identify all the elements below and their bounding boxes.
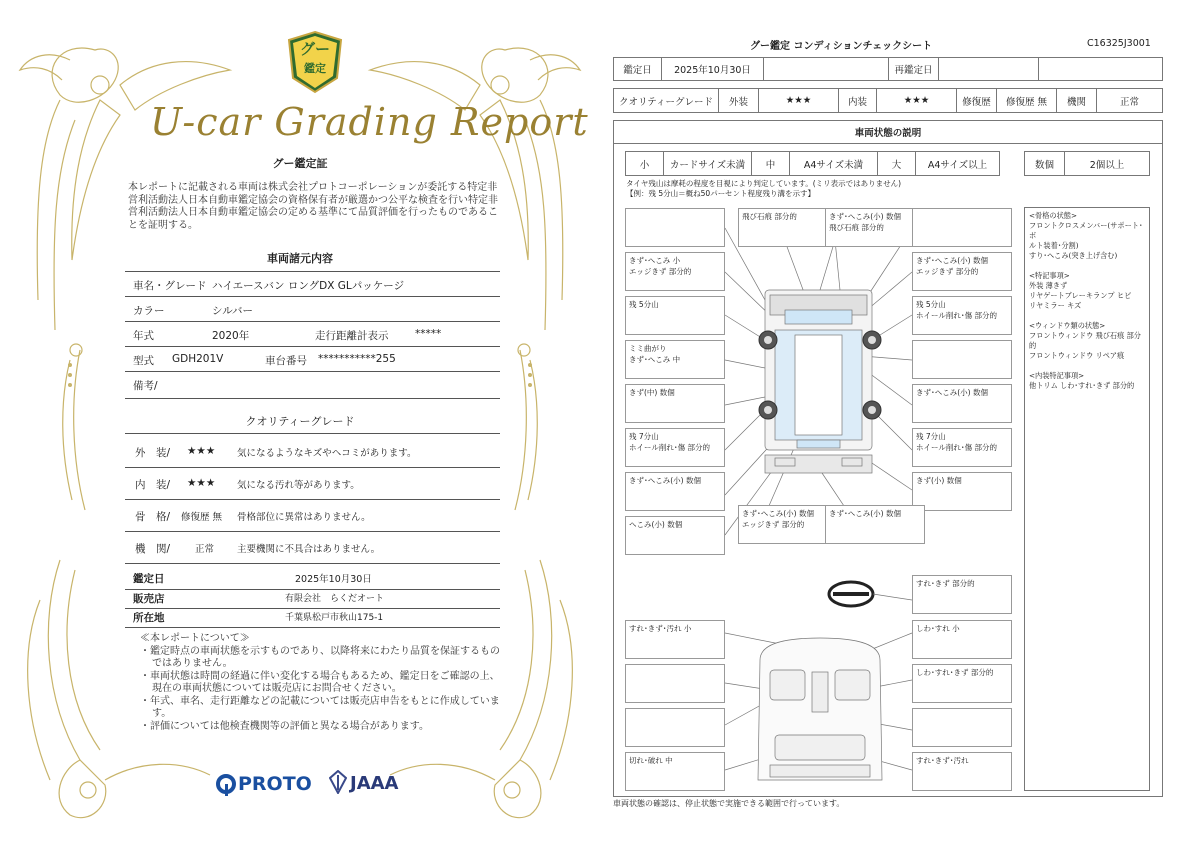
shop-value: 有限会社 らくだオート [285,594,385,604]
note-item: ・車両状態は時間の経過に伴い変化する場合もあるため、鑑定日をご確認の上、現在の車両状態については販売店にお問合せください。 [140,670,500,694]
ext-box-7 [625,296,725,335]
int-box-text: 切れ･破れ 中 [629,756,673,765]
badge-bottom-text: 鑑定 [304,62,326,75]
jaaa-logo-icon [329,770,347,794]
model-value: GDH201V [172,353,224,365]
spec-divider [125,270,500,272]
side-note-line: <ウィンドウ類の状態> [1029,321,1106,330]
ext-box-14 [912,428,1012,467]
ext-box-2 [738,208,838,247]
date-label: 鑑定日 [614,58,662,80]
size-legend [625,151,1000,176]
date-value: 2025年10月30日 [295,574,372,585]
size-mid: 中 [752,152,790,175]
ext-box-text: 飛び石痕 部分的 [742,212,797,221]
script-title: U-car Grading Report [150,100,589,144]
side-note-line: <特記事項> [1029,271,1070,280]
note-item: ・鑑定時点の車両状態を示すものであり、以降将来にわたり品質を保証するものではありません。 [140,645,500,669]
report-notes [140,633,500,733]
mileage-value: ***** [415,328,442,340]
chassis-value: ***********255 [318,353,396,365]
frame-value: 修復歴 無 [181,512,223,523]
sheet-code: C16325J3001 [1087,38,1151,49]
count-desc: 2個以上 [1089,159,1125,171]
year-value: 2020年 [212,330,250,342]
quality-row-engine [125,541,500,564]
ext-box-text: ミミ曲がり [629,344,667,353]
size-small-desc: カードサイズ未満 [664,152,752,175]
notes-title: ≪本レポートについて≫ [140,633,250,644]
side-note-line: リヤゲートブレーキランプ ヒビ [1029,291,1132,300]
ext-box-3 [825,208,925,247]
certificate-intro: 本レポートに記載される車両は株式会社プロトコーポレーションが委託する特定非営利活動法人日本自動車鑑定協会の資格保有者が厳選かつ公平な検査を行い特定非営利活動法人日本自動車鑑定協会の定める基準にて品質評価を行ったものであることを証明する。 [128,182,498,231]
address-label: 所在地 [133,612,165,624]
int-box-6 [625,708,725,747]
certificate-heading: グー鑑定証 [272,157,328,170]
size-large: 大 [878,152,916,175]
ext-value: ★★★ [759,89,839,112]
tire-note-2: 【例：残 5分山＝概ね50パーセント程度残り溝を示す】 [626,189,816,198]
count-legend [1024,151,1150,176]
side-note-line [1029,361,1145,371]
side-note-line: <内装特記事項> [1029,371,1085,380]
spec-row-color [125,303,500,322]
quality-row-interior [125,477,500,500]
jaaa-logo-text: JAAA [350,773,399,794]
size-mid-desc: A4サイズ未満 [790,152,878,175]
ext-box-text: きず･へこみ(小) 数個 [916,256,988,265]
side-note-line: フロントクロスメンバー(サポート･ボ [1029,221,1143,240]
ext-box-19 [825,505,925,544]
side-note-line: 外装 薄きず [1029,281,1068,290]
explain-heading: 車両状態の説明 [613,120,1163,144]
ext-box-text: エッジきず 部分的 [742,520,805,529]
quality-label: クオリティーグレード [614,89,719,112]
ext-box-5 [625,252,725,291]
ext-box-text: 残 5分山 [629,300,659,309]
int-box-4 [625,664,725,703]
side-notes-panel [1024,207,1150,791]
recheck-label: 再鑑定日 [889,58,939,80]
spec-row-year [125,328,500,347]
info-row-date [125,571,500,590]
ext-label: 外装 [719,89,759,112]
model-label: 型式 [133,355,154,367]
quality-row-exterior [125,445,500,468]
ext-box-text: 飛び石痕 部分的 [829,223,884,232]
ext-box-17 [625,516,725,555]
quality-divider [125,432,500,434]
ext-box-11 [625,384,725,423]
int-box-5 [912,664,1012,703]
side-note-line: すり･へこみ(突き上げ含む) [1029,251,1118,260]
proto-logo-icon [216,774,236,796]
ext-box-text: きず(中) 数個 [629,388,675,397]
engine-label: 機関 [1057,89,1097,112]
size-small: 小 [626,152,664,175]
ext-box-15 [625,472,725,511]
ext-box-4 [912,208,1012,247]
ext-box-text: エッジきず 部分的 [916,267,979,276]
color-value: シルバー [212,305,254,317]
int-box-1 [912,575,1012,614]
chassis-label: 車台番号 [265,355,307,367]
int-box-8 [625,752,725,791]
name-value: ハイエースバン ロングDX GLパッケージ [212,280,405,292]
exterior-comment: 気になるようなキズやヘコミがあります。 [237,448,417,459]
date-row [613,57,1163,81]
ext-box-text: ホイール削れ･傷 部分的 [629,443,710,452]
side-note-line: リヤミラー キズ [1029,301,1082,310]
ext-box-text: きず･へこみ 中 [629,355,681,364]
repair-value: 修復歴 無 [997,89,1057,112]
tire-note-1: タイヤ残山は摩耗の程度を目視により判定しています。(ミリ表示ではありません) [626,179,902,188]
ext-box-18 [738,505,838,544]
quality-heading: クオリティーグレード [245,415,355,428]
side-note-line: 他トリム しわ･すれ･きず 部分的 [1029,381,1135,390]
spec-row-name [125,278,500,297]
sheet-title: グー鑑定 コンディションチェックシート [750,41,933,52]
side-note-line: フロントウィンドウ 飛び石痕 部分的 [1029,331,1141,350]
shop-label: 販売店 [133,593,165,605]
condition-check-sheet [600,0,1200,848]
ext-box-text: 残 7分山 [629,432,659,441]
int-label: 内装 [839,89,877,112]
spec-heading: 車両諸元内容 [267,252,333,265]
proto-logo-text: PROTO [238,773,312,795]
address-value: 千葉県松戸市秋山175-1 [285,613,384,623]
ext-box-text: きず･へこみ(小) 数個 [629,476,701,485]
quality-row [613,88,1163,113]
spec-row-remarks [125,378,500,399]
count-label: 数個 [1025,152,1065,175]
mileage-label: 走行距離計表示 [315,330,389,342]
ext-box-text: きず･へこみ(小) 数個 [916,388,988,397]
date-label: 鑑定日 [133,573,165,585]
info-row-shop [125,591,500,609]
color-label: カラー [133,305,165,317]
int-box-text: すれ･きず 部分的 [916,579,975,588]
side-note-line [1029,261,1145,271]
note-item: ・年式、車名、走行距離などの記載については販売店申告をもとに作成しています。 [140,695,500,719]
size-large-desc: A4サイズ以上 [927,159,988,171]
ext-box-text: 残 5分山 [916,300,946,309]
engine-comment: 主要機関に不具合はありません。 [237,544,381,555]
info-row-address [125,610,500,628]
engine-value: 正常 [1119,96,1139,108]
remarks-label: 備考/ [133,380,158,392]
ext-box-text: へこみ(小) 数個 [629,520,683,529]
ext-box-text: きず･へこみ 小 [629,256,681,265]
ext-box-10 [912,340,1012,379]
recheck-value [939,58,1039,80]
name-label: 車名・グレード [133,280,207,292]
ext-box-16 [912,472,1012,511]
sheet-footer: 車両状態の確認は、停止状態で実施できる範囲で行っています。 [613,799,845,808]
ext-box-text: きず･へこみ(小) 数個 [829,212,901,221]
exterior-label: 外 装/ [135,447,171,459]
date-blank [764,58,889,80]
frame-label: 骨 格/ [135,511,171,523]
ext-box-9 [625,340,725,379]
frame-comment: 骨格部位に異常はありません。 [237,512,371,523]
ext-box-1 [625,208,725,247]
int-box-3 [912,620,1012,659]
date-value: 2025年10月30日 [662,58,764,80]
note-item: ・評価については他検査機関等の評価と異なる場合があります。 [140,720,429,732]
badge-top-text: グー [299,40,330,58]
side-note-line: ルト装着･分割) [1029,241,1079,250]
side-note-line: <骨格の状態> [1029,211,1077,220]
interior-stars: ★★★ [187,477,216,489]
quality-row-frame [125,509,500,532]
int-box-text: しわ･すれ･きず 部分的 [916,668,994,677]
ext-box-text: ホイール削れ･傷 部分的 [916,311,997,320]
interior-label: 内 装/ [135,479,171,491]
year-label: 年式 [133,330,154,342]
ext-box-12 [912,384,1012,423]
ext-box-text: きず･へこみ(小) 数個 [742,509,814,518]
int-box-7 [912,708,1012,747]
interior-comment: 気になる汚れ等があります。 [237,480,360,491]
ext-box-text: きず(小) 数個 [916,476,962,485]
int-box-9 [912,752,1012,791]
repair-label: 修復歴 [957,89,997,112]
recheck-blank [1039,58,1162,80]
ext-box-8 [912,296,1012,335]
ext-box-text: ホイール削れ･傷 部分的 [916,443,997,452]
side-note-line: フロントウィンドウ リペア痕 [1029,351,1125,360]
exterior-stars: ★★★ [187,445,216,457]
int-box-2 [625,620,725,659]
ext-box-text: きず･へこみ(小) 数個 [829,509,901,518]
engine-value: 正常 [195,544,215,555]
ext-box-13 [625,428,725,467]
int-value: ★★★ [877,89,957,112]
spec-row-model [125,353,500,372]
engine-label: 機 関/ [135,543,171,555]
int-box-text: すれ･きず･汚れ [916,756,969,765]
ext-box-6 [912,252,1012,291]
ext-box-text: エッジきず 部分的 [629,267,692,276]
side-note-line [1029,311,1145,321]
int-box-text: しわ･すれ 小 [916,624,960,633]
int-box-text: すれ･きず･汚れ 小 [629,624,692,633]
ext-box-text: 残 7分山 [916,432,946,441]
